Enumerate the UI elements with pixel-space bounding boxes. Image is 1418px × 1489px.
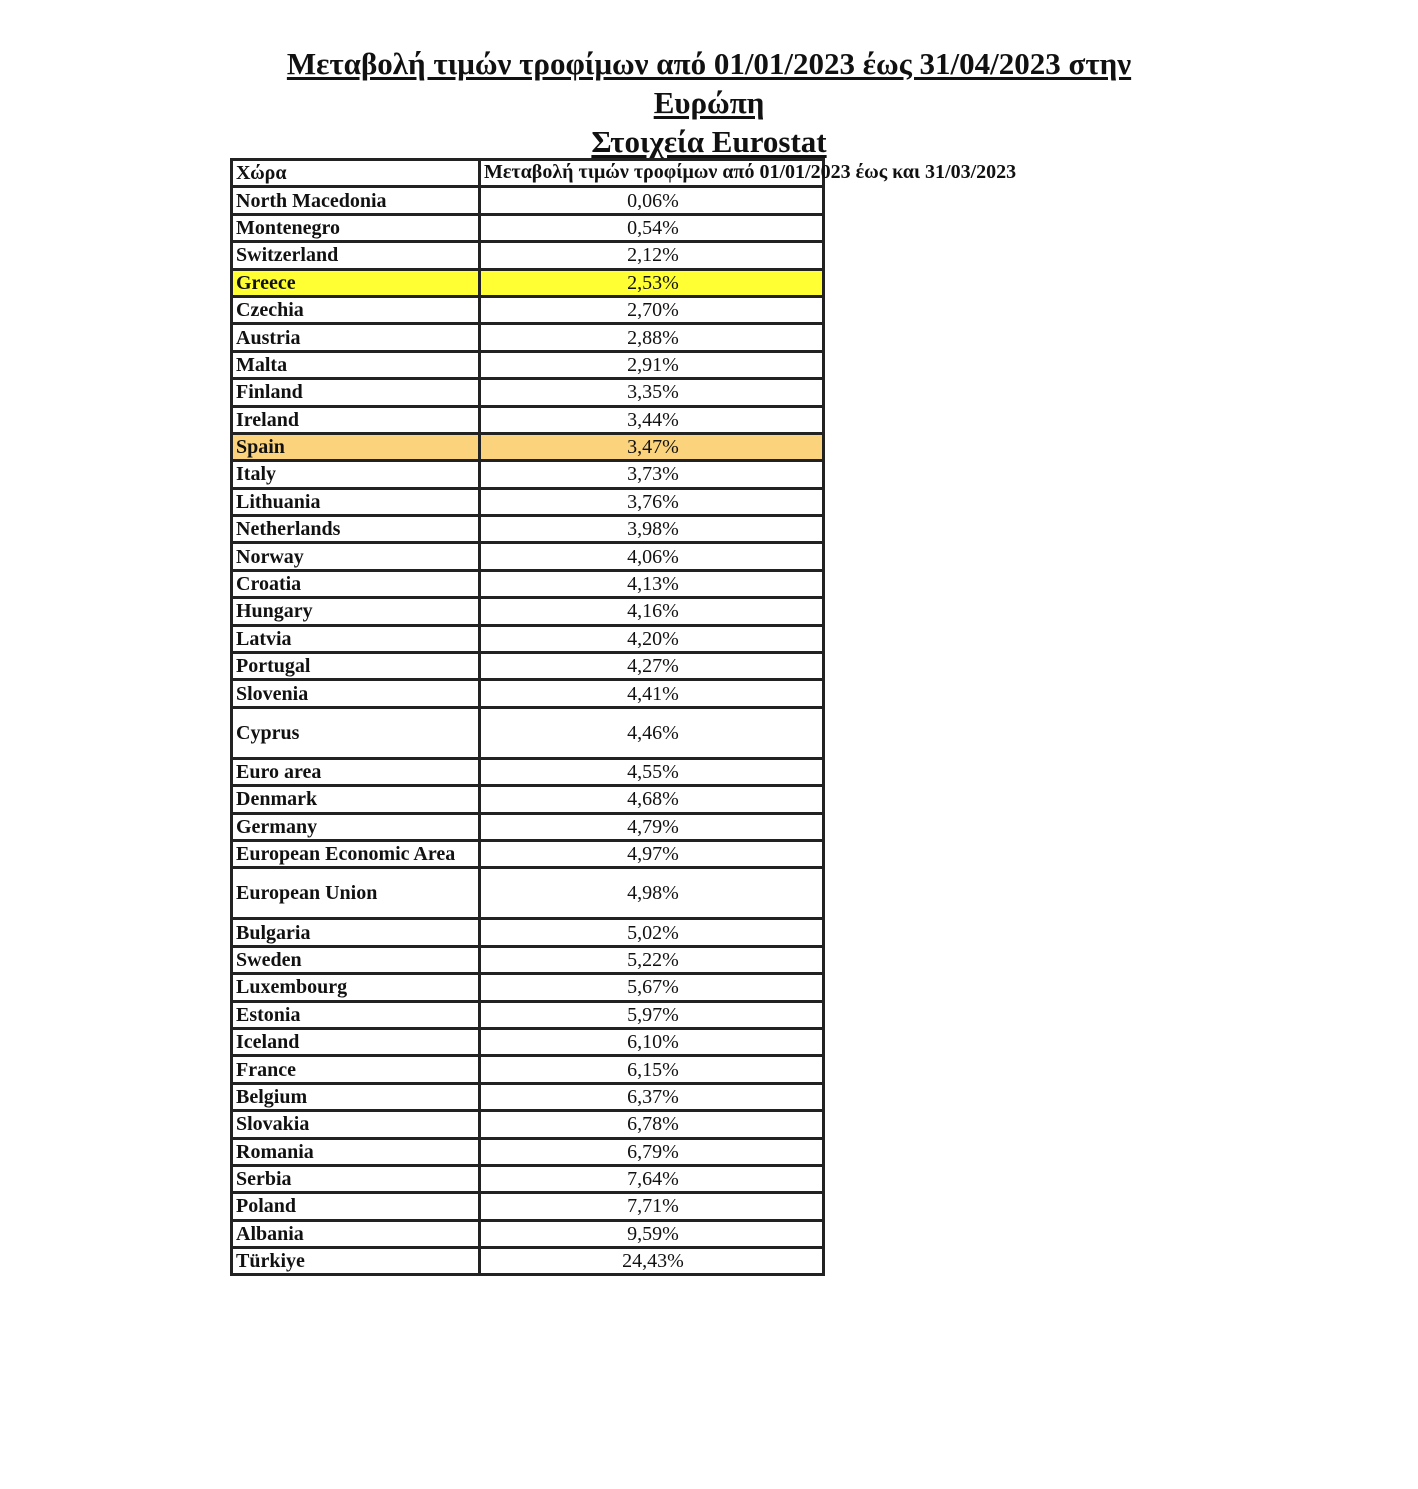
price-change-cell: 5,67% xyxy=(480,974,824,1001)
price-change-cell: 0,54% xyxy=(480,214,824,241)
table-row xyxy=(232,242,824,269)
price-change-cell: 4,06% xyxy=(480,543,824,570)
price-change-cell: 4,68% xyxy=(480,786,824,813)
table-row xyxy=(232,625,824,652)
price-change-cell: 5,02% xyxy=(480,919,824,946)
country-cell: Finland xyxy=(232,379,480,406)
table-row xyxy=(232,351,824,378)
price-change-cell: 6,79% xyxy=(480,1138,824,1165)
table-row xyxy=(232,1165,824,1192)
table-row xyxy=(232,919,824,946)
country-cell: Lithuania xyxy=(232,488,480,515)
table-row xyxy=(232,296,824,323)
price-change-cell: 7,71% xyxy=(480,1193,824,1220)
price-change-cell: 4,97% xyxy=(480,840,824,867)
header-price-change: Μεταβολή τιμών τροφίμων από 01/01/2023 έως και 31/03/2023 xyxy=(480,160,824,187)
country-cell: Portugal xyxy=(232,653,480,680)
table-row xyxy=(232,786,824,813)
table-row xyxy=(232,1001,824,1028)
table-row xyxy=(232,543,824,570)
food-price-table xyxy=(230,158,1017,1276)
price-change-cell: 4,41% xyxy=(480,680,824,707)
price-change-cell: 3,35% xyxy=(480,379,824,406)
price-change-cell: 4,98% xyxy=(480,868,824,919)
price-change-cell: 6,10% xyxy=(480,1028,824,1055)
table-row xyxy=(232,488,824,515)
price-change-cell: 9,59% xyxy=(480,1220,824,1247)
table-row xyxy=(232,1083,824,1110)
price-change-cell: 6,78% xyxy=(480,1111,824,1138)
country-cell: Poland xyxy=(232,1193,480,1220)
country-cell: Slovenia xyxy=(232,680,480,707)
price-change-cell: 6,15% xyxy=(480,1056,824,1083)
table-row xyxy=(232,324,824,351)
table-row xyxy=(232,570,824,597)
country-cell: Hungary xyxy=(232,598,480,625)
price-change-cell: 4,79% xyxy=(480,813,824,840)
price-change-cell: 4,55% xyxy=(480,758,824,785)
country-cell: Netherlands xyxy=(232,516,480,543)
table-row xyxy=(232,707,824,758)
country-cell: Norway xyxy=(232,543,480,570)
price-change-cell: 3,47% xyxy=(480,433,824,460)
table-row xyxy=(232,680,824,707)
country-cell: Germany xyxy=(232,813,480,840)
price-change-cell: 2,12% xyxy=(480,242,824,269)
table-row xyxy=(232,946,824,973)
title-line-3: Στοιχεία Eurostat xyxy=(591,124,827,159)
price-change-cell: 3,73% xyxy=(480,461,824,488)
price-change-cell: 5,97% xyxy=(480,1001,824,1028)
price-change-cell: 3,98% xyxy=(480,516,824,543)
price-change-cell: 24,43% xyxy=(480,1248,824,1275)
country-cell: Austria xyxy=(232,324,480,351)
price-change-cell: 4,16% xyxy=(480,598,824,625)
price-change-cell: 2,70% xyxy=(480,296,824,323)
table-row xyxy=(232,461,824,488)
country-cell: Luxembourg xyxy=(232,974,480,1001)
country-cell: Switzerland xyxy=(232,242,480,269)
table-row xyxy=(232,1193,824,1220)
country-cell: France xyxy=(232,1056,480,1083)
price-change-cell: 2,88% xyxy=(480,324,824,351)
country-cell: Spain xyxy=(232,433,480,460)
price-change-cell: 4,46% xyxy=(480,707,824,758)
country-cell: Türkiye xyxy=(232,1248,480,1275)
price-change-cell: 3,44% xyxy=(480,406,824,433)
table-row xyxy=(232,840,824,867)
country-cell: Iceland xyxy=(232,1028,480,1055)
title-line-1: Μεταβολή τιμών τροφίμων από 01/01/2023 έως 31/04/2023 στην xyxy=(286,46,1132,81)
country-cell: Sweden xyxy=(232,946,480,973)
table-body xyxy=(232,187,824,1275)
table-row xyxy=(232,758,824,785)
price-change-cell: 7,64% xyxy=(480,1165,824,1192)
price-change-cell: 4,20% xyxy=(480,625,824,652)
header-country: Χώρα xyxy=(232,160,480,187)
country-cell: Albania xyxy=(232,1220,480,1247)
country-cell: Denmark xyxy=(232,786,480,813)
country-cell: Serbia xyxy=(232,1165,480,1192)
table-row xyxy=(232,974,824,1001)
country-cell: European Union xyxy=(232,868,480,919)
country-cell: Estonia xyxy=(232,1001,480,1028)
country-cell: Greece xyxy=(232,269,480,296)
country-cell: Czechia xyxy=(232,296,480,323)
country-cell: Bulgaria xyxy=(232,919,480,946)
price-change-cell: 2,53% xyxy=(480,269,824,296)
country-cell: Euro area xyxy=(232,758,480,785)
table-row xyxy=(232,516,824,543)
country-cell: Montenegro xyxy=(232,214,480,241)
table-row xyxy=(232,433,824,460)
price-change-cell: 5,22% xyxy=(480,946,824,973)
table-row xyxy=(232,598,824,625)
price-change-cell: 4,13% xyxy=(480,570,824,597)
country-cell: Croatia xyxy=(232,570,480,597)
country-cell: Cyprus xyxy=(232,707,480,758)
price-change-cell: 0,06% xyxy=(480,187,824,214)
table-row xyxy=(232,1220,824,1247)
country-cell: Malta xyxy=(232,351,480,378)
table-row xyxy=(232,1056,824,1083)
country-cell: Ireland xyxy=(232,406,480,433)
document-title xyxy=(0,44,1418,161)
title-line-2: Ευρώπη xyxy=(653,85,765,120)
table-row xyxy=(232,1111,824,1138)
table-row xyxy=(232,379,824,406)
price-change-cell: 4,27% xyxy=(480,653,824,680)
country-cell: Belgium xyxy=(232,1083,480,1110)
table-row xyxy=(232,653,824,680)
country-cell: Latvia xyxy=(232,625,480,652)
price-change-cell: 3,76% xyxy=(480,488,824,515)
table-row xyxy=(232,406,824,433)
table-row xyxy=(232,214,824,241)
table-header-row xyxy=(232,160,824,187)
table-row xyxy=(232,868,824,919)
table-row xyxy=(232,269,824,296)
country-cell: European Economic Area xyxy=(232,840,480,867)
price-change-cell: 2,91% xyxy=(480,351,824,378)
table-row xyxy=(232,187,824,214)
country-cell: North Macedonia xyxy=(232,187,480,214)
table-row xyxy=(232,1028,824,1055)
price-change-cell: 6,37% xyxy=(480,1083,824,1110)
country-cell: Romania xyxy=(232,1138,480,1165)
table-row xyxy=(232,813,824,840)
table-row xyxy=(232,1138,824,1165)
country-cell: Slovakia xyxy=(232,1111,480,1138)
country-cell: Italy xyxy=(232,461,480,488)
table-row xyxy=(232,1248,824,1275)
